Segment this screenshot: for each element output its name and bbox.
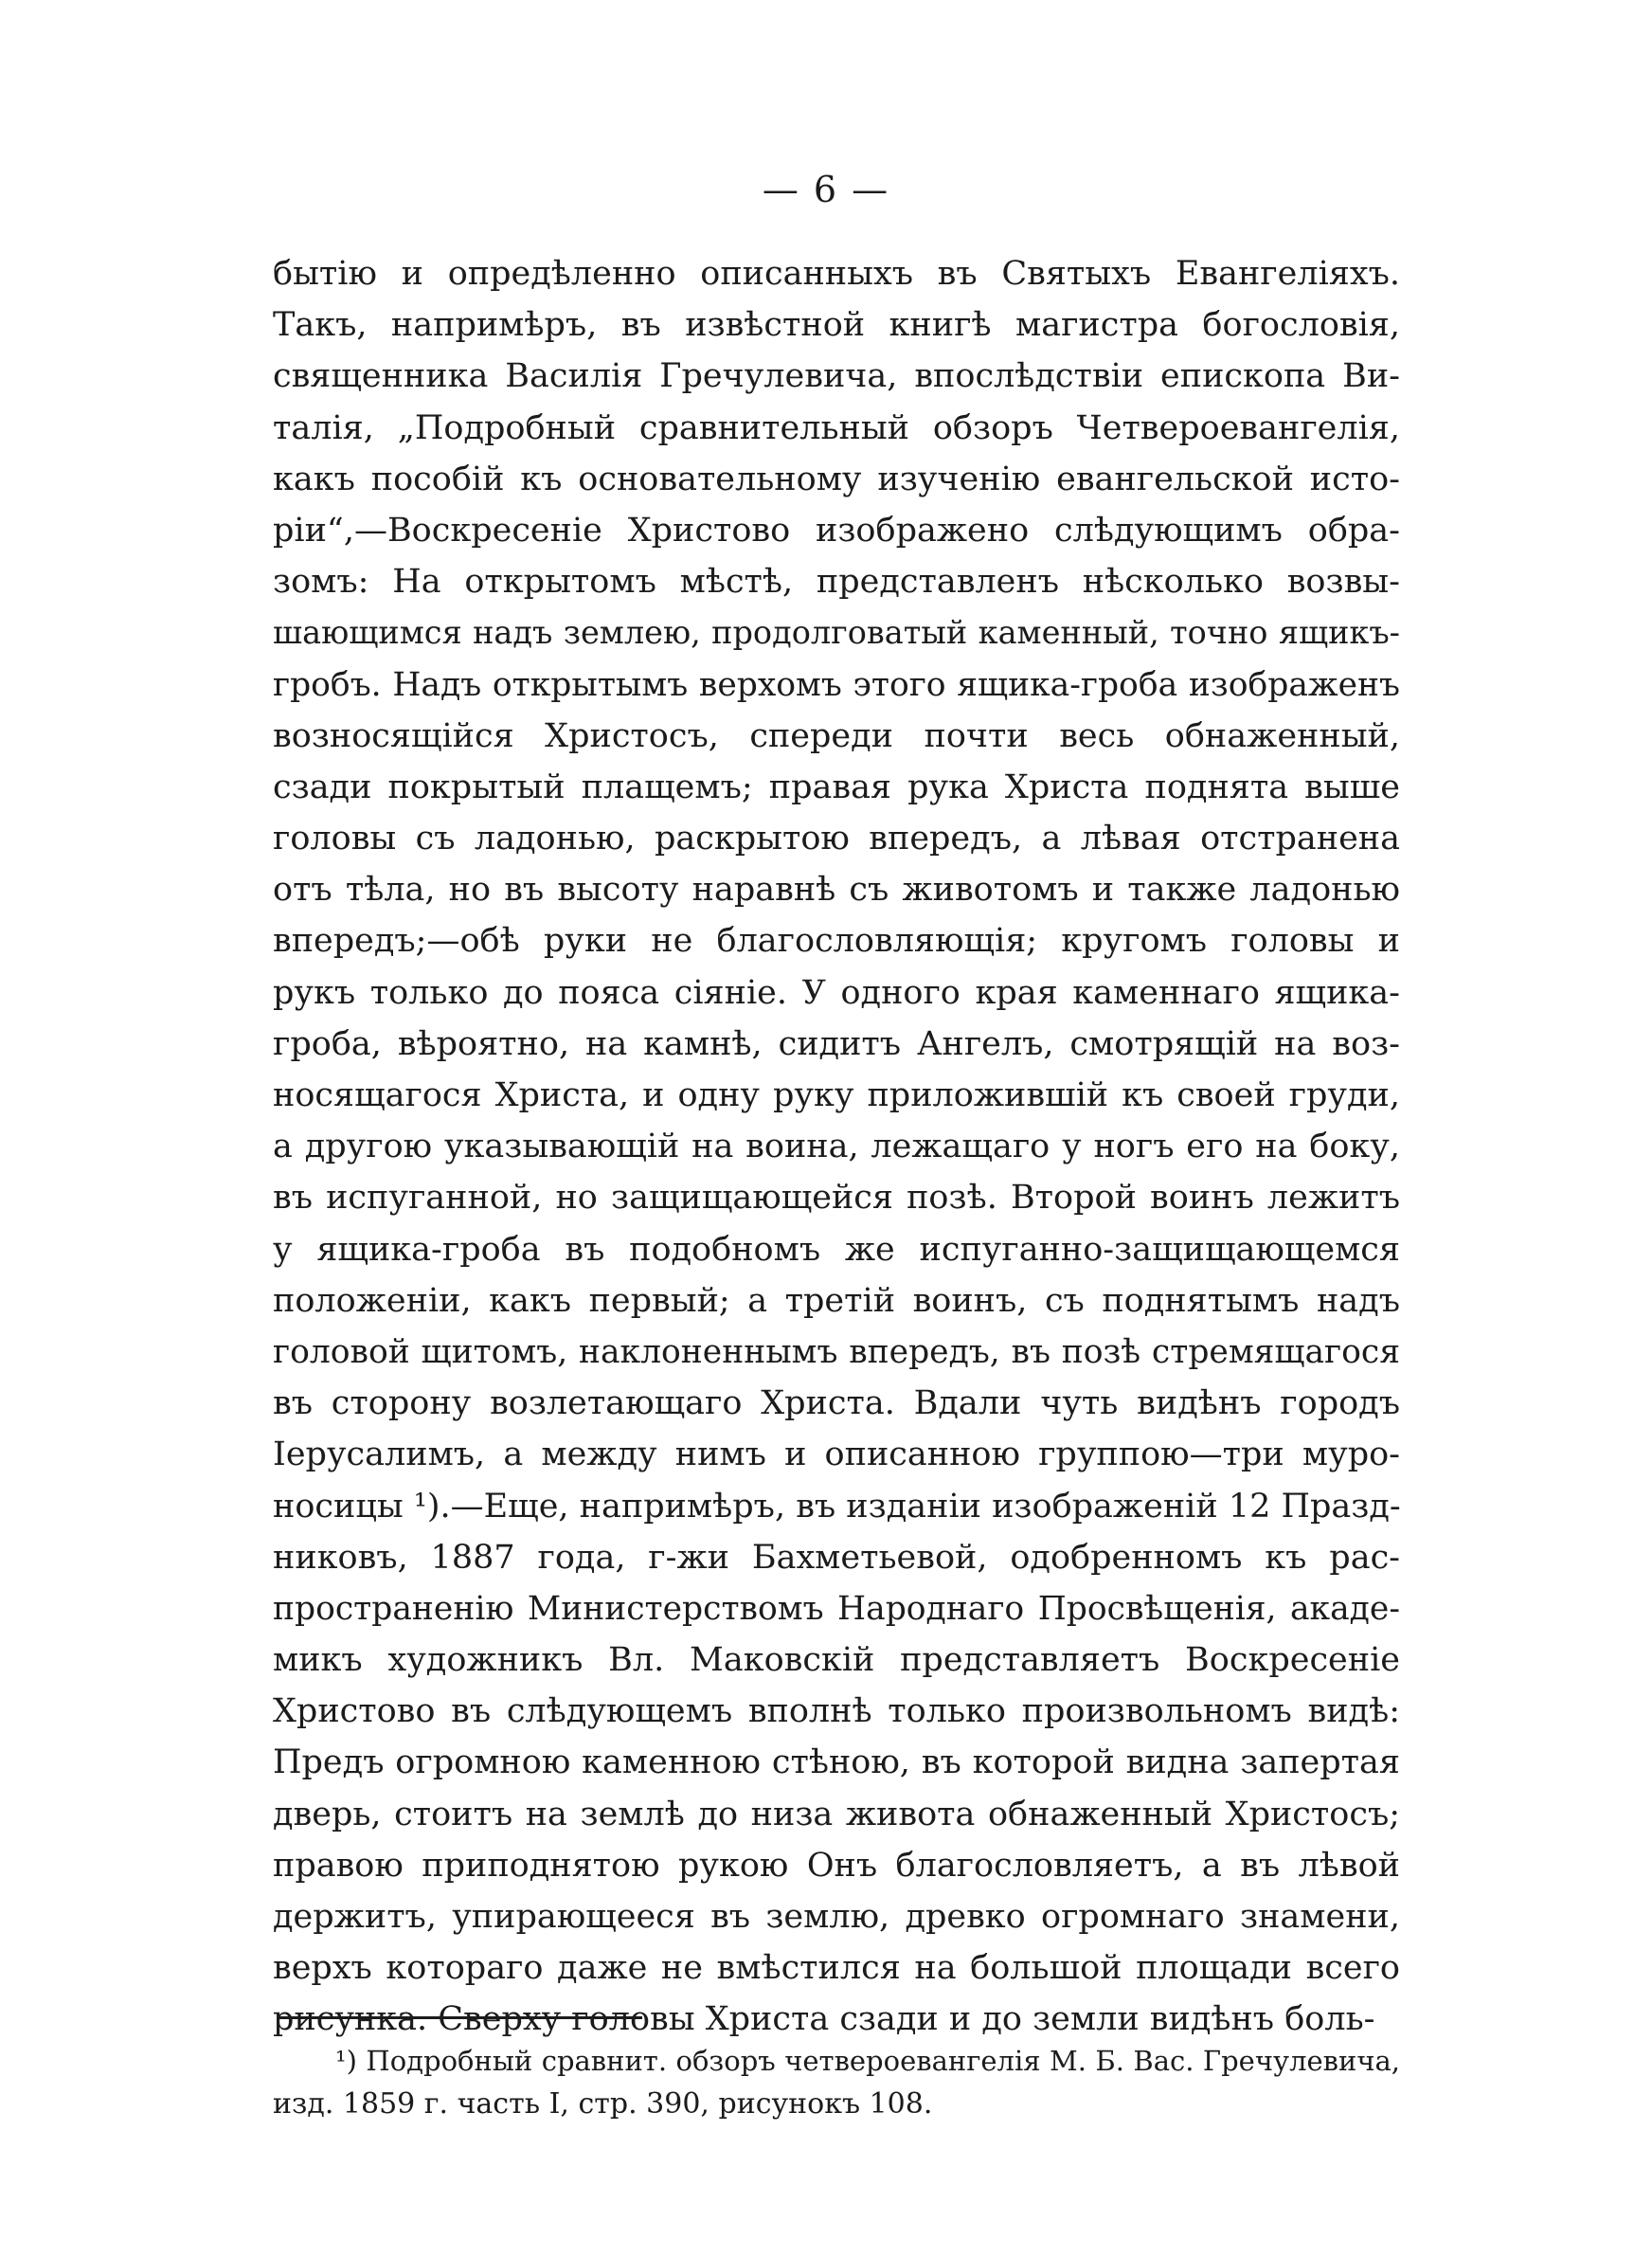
text-line: какъ пособій къ основательному изученію евангельской исто- [273,460,1400,498]
text-line: верхъ котораго даже не вмѣстился на большой площади всего [273,1949,1400,1988]
text-line: гроба, вѣроятно, на камнѣ, сидитъ Ангелъ, смотрящій на воз- [273,1024,1400,1063]
body-text [273,248,1400,2046]
text-line: Іерусалимъ, а между нимъ и описанною группою—три муро- [273,1435,1400,1474]
text-line: у ящика-гроба въ подобномъ же испуганно-защищающемся [273,1230,1400,1269]
footnotes [273,2039,1400,2126]
text-line: пространенію Министерствомъ Народнаго Просвѣщенія, акаде- [273,1589,1400,1628]
text-line: держитъ, упирающееся въ землю, древко огромнаго знамени, [273,1898,1400,1936]
text-line: бытію и опредѣленно описанныхъ въ Святыхъ Евангеліяхъ. [273,255,1400,293]
footnote-line: изд. 1859 г. часть I, стр. 390, рисунокъ 108. [273,2087,933,2121]
text-line: Христово въ слѣдующемъ вполнѣ только произвольномъ видѣ: [273,1692,1400,1731]
text-line: сзади покрытый плащемъ; правая рука Христа поднята выше [273,767,1400,806]
text-line: дверь, стоитъ на землѣ до низа живота обнаженный Христосъ; [273,1795,1400,1833]
text-line: никовъ, 1887 года, г-жи Бахметьевой, одобренномъ къ рас- [273,1538,1400,1577]
text-line: носицы ¹).—Еще, напримѣръ, въ изданіи изображеній 12 Празд- [273,1487,1401,1526]
text-line: положеніи, какъ первый; а третій воинъ, съ поднятымъ надъ [273,1281,1400,1320]
text-line: носящагося Христа, и одну руку приложившій къ своей груди, [273,1076,1400,1114]
text-line: головой щитомъ, наклоненнымъ впередъ, въ позѣ стремящагося [273,1332,1400,1371]
text-line: а другою указывающій на воина, лежащаго у ногъ его на боку, [273,1128,1400,1166]
text-line: ріи“,—Воскресеніе Христово изображено слѣдующимъ обра- [273,511,1400,550]
text-line: Предъ огромною каменною стѣною, въ которой видна запертая [273,1743,1400,1782]
text-line: рукъ только до пояса сіяніе. У одного края каменнаго ящика- [273,973,1400,1012]
text-line: рисунка. Сверху головы Христа сзади и до земли видѣнъ боль- [273,2000,1375,2039]
text-line: въ испуганной, но защищающейся позѣ. Второй воинъ лежитъ [273,1179,1400,1218]
text-line: въ сторону возлетающаго Христа. Вдали чуть видѣнъ городъ [273,1384,1400,1423]
text-line: впередъ;—обѣ руки не благословляющія; кругомъ головы и [273,922,1400,961]
footnote-divider [277,2016,642,2019]
text-line: отъ тѣла, но въ высоту наравнѣ съ животомъ и также ладонью [273,871,1400,910]
text-line: возносящійся Христосъ, спереди почти весь обнаженный, [273,716,1400,755]
text-line: священника Василія Гречулевича, впослѣдствіи епископа Ви- [273,357,1400,396]
text-line: зомъ: На открытомъ мѣстѣ, представленъ нѣсколько возвы- [273,563,1400,602]
footnote-line: ¹) Подробный сравнит. обзоръ четвероевангелія М. Б. Вас. Гречулевича, [335,2045,1400,2077]
text-line: головы съ ладонью, раскрытою впередъ, а лѣвая отстранена [273,820,1400,858]
text-line: Такъ, напримѣръ, въ извѣстной книгѣ магистра богословія, [273,306,1400,345]
text-line: гробъ. Надъ открытымъ верхомъ этого ящика-гроба изображенъ [273,665,1400,704]
text-line: микъ художникъ Вл. Маковскій представляетъ Воскресеніе [273,1641,1400,1680]
text-line: шающимся надъ землею, продолговатый каменный, точно ящикъ- [273,614,1400,652]
text-line: талія, „Подробный сравнительный обзоръ Четвероевангелія, [273,408,1400,447]
page-number: — 6 — [762,169,890,210]
text-line: правою приподнятою рукою Онъ благословляетъ, а въ лѣвой [273,1846,1400,1885]
